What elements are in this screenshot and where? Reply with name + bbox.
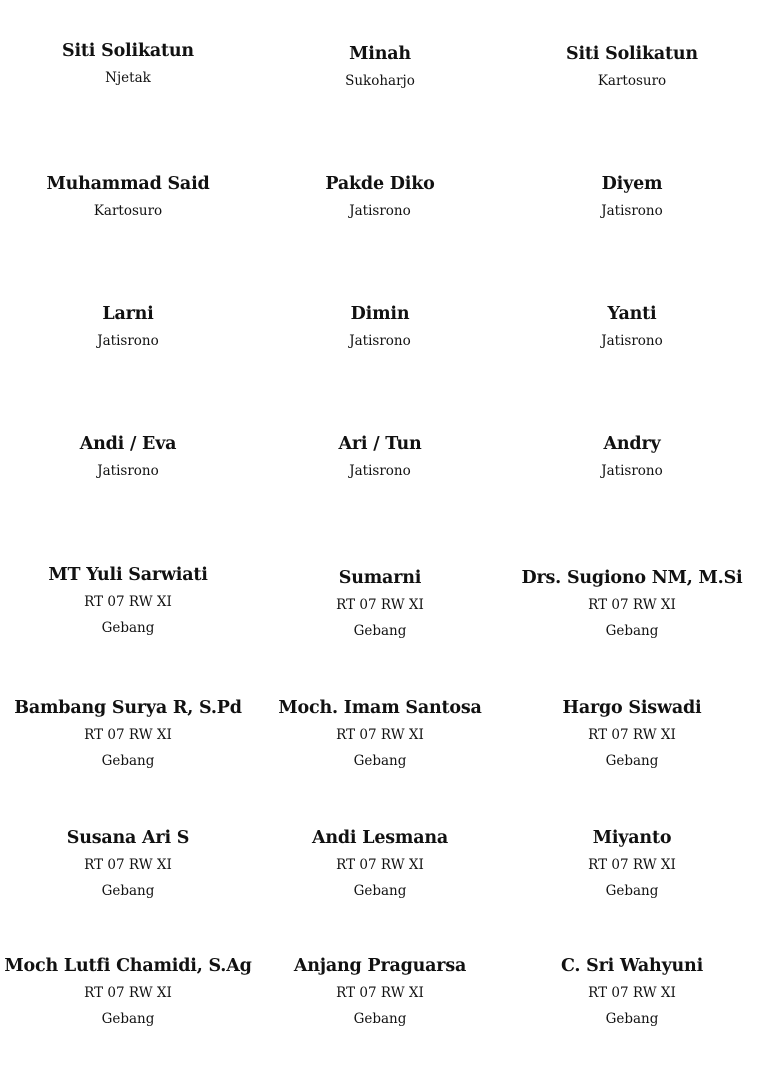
address-line: Jatisrono bbox=[601, 203, 663, 219]
address-line: RT 07 RW XI bbox=[84, 594, 172, 610]
recipient-name: Andi Lesmana bbox=[311, 828, 449, 848]
recipient-name: Hargo Siswadi bbox=[562, 698, 702, 718]
address-line: RT 07 RW XI bbox=[336, 857, 424, 873]
recipient-name: Dimin bbox=[350, 304, 410, 324]
recipient-name: Siti Solikatun bbox=[566, 44, 698, 64]
address-line: Gebang bbox=[605, 883, 659, 899]
label-row bbox=[2, 40, 758, 170]
recipient-name: Diyem bbox=[601, 174, 663, 194]
address-line: Sukoharjo bbox=[345, 73, 415, 89]
address-label bbox=[2, 173, 254, 220]
address-label bbox=[254, 43, 506, 90]
address-label bbox=[254, 173, 506, 220]
label-row bbox=[2, 827, 758, 957]
address-line: Jatisrono bbox=[97, 463, 159, 479]
address-line: Njetak bbox=[105, 70, 151, 86]
recipient-name: Ari / Tun bbox=[338, 434, 422, 454]
address-label bbox=[506, 827, 758, 900]
address-label bbox=[506, 567, 758, 640]
recipient-name: Andi / Eva bbox=[79, 434, 177, 454]
address-label bbox=[506, 303, 758, 350]
address-line: Jatisrono bbox=[349, 333, 411, 349]
address-line: Gebang bbox=[353, 623, 407, 639]
recipient-name: Minah bbox=[349, 44, 411, 64]
recipient-name: Pakde Diko bbox=[325, 174, 435, 194]
address-line: Gebang bbox=[101, 1011, 155, 1027]
recipient-name: Larni bbox=[102, 304, 154, 324]
address-label bbox=[506, 43, 758, 90]
address-label bbox=[506, 433, 758, 480]
label-row bbox=[2, 955, 758, 1085]
recipient-name: Drs. Sugiono NM, M.Si bbox=[521, 568, 743, 588]
address-line: Gebang bbox=[101, 753, 155, 769]
address-line: Gebang bbox=[101, 620, 155, 636]
recipient-name: Miyanto bbox=[592, 828, 672, 848]
address-line: RT 07 RW XI bbox=[84, 985, 172, 1001]
recipient-name: Yanti bbox=[607, 304, 657, 324]
address-label bbox=[2, 564, 254, 637]
address-line: Jatisrono bbox=[601, 463, 663, 479]
address-label bbox=[254, 303, 506, 350]
address-line: RT 07 RW XI bbox=[588, 985, 676, 1001]
recipient-name: Siti Solikatun bbox=[62, 41, 194, 61]
recipient-name: Bambang Surya R, S.Pd bbox=[14, 698, 242, 718]
address-label bbox=[2, 827, 254, 900]
recipient-name: Muhammad Said bbox=[46, 174, 210, 194]
address-line: Jatisrono bbox=[97, 333, 159, 349]
recipient-name: Moch Lutfi Chamidi, S.Ag bbox=[4, 956, 252, 976]
address-line: Gebang bbox=[605, 623, 659, 639]
address-line: RT 07 RW XI bbox=[336, 727, 424, 743]
address-label bbox=[506, 173, 758, 220]
recipient-name: Moch. Imam Santosa bbox=[278, 698, 482, 718]
address-line: Gebang bbox=[605, 1011, 659, 1027]
address-label bbox=[2, 303, 254, 350]
address-label bbox=[254, 433, 506, 480]
address-line: Kartosuro bbox=[93, 203, 163, 219]
address-line: RT 07 RW XI bbox=[588, 597, 676, 613]
recipient-name: Anjang Praguarsa bbox=[293, 956, 467, 976]
address-label bbox=[2, 40, 254, 87]
recipient-name: C. Sri Wahyuni bbox=[560, 956, 704, 976]
address-line: RT 07 RW XI bbox=[588, 857, 676, 873]
recipient-name: Andry bbox=[603, 434, 661, 454]
label-row bbox=[2, 173, 758, 303]
address-line: Gebang bbox=[353, 1011, 407, 1027]
address-line: Gebang bbox=[353, 753, 407, 769]
address-label bbox=[2, 697, 254, 770]
address-line: RT 07 RW XI bbox=[336, 597, 424, 613]
address-line: RT 07 RW XI bbox=[84, 727, 172, 743]
address-line: Gebang bbox=[605, 753, 659, 769]
address-label bbox=[2, 955, 254, 1028]
address-line: RT 07 RW XI bbox=[84, 857, 172, 873]
address-line: Gebang bbox=[101, 883, 155, 899]
address-label bbox=[254, 955, 506, 1028]
address-line: Jatisrono bbox=[601, 333, 663, 349]
address-label bbox=[506, 697, 758, 770]
address-label bbox=[254, 567, 506, 640]
address-line: Jatisrono bbox=[349, 463, 411, 479]
address-label bbox=[506, 955, 758, 1028]
label-row bbox=[2, 433, 758, 563]
label-row bbox=[2, 697, 758, 827]
recipient-name: MT Yuli Sarwiati bbox=[48, 565, 208, 585]
address-label bbox=[2, 433, 254, 480]
address-line: Jatisrono bbox=[349, 203, 411, 219]
address-line: Kartosuro bbox=[597, 73, 667, 89]
label-row bbox=[2, 564, 758, 694]
recipient-name: Sumarni bbox=[338, 568, 422, 588]
address-line: RT 07 RW XI bbox=[336, 985, 424, 1001]
address-label bbox=[254, 697, 506, 770]
address-line: RT 07 RW XI bbox=[588, 727, 676, 743]
address-label bbox=[254, 827, 506, 900]
recipient-name: Susana Ari S bbox=[66, 828, 190, 848]
label-row bbox=[2, 303, 758, 433]
address-line: Gebang bbox=[353, 883, 407, 899]
